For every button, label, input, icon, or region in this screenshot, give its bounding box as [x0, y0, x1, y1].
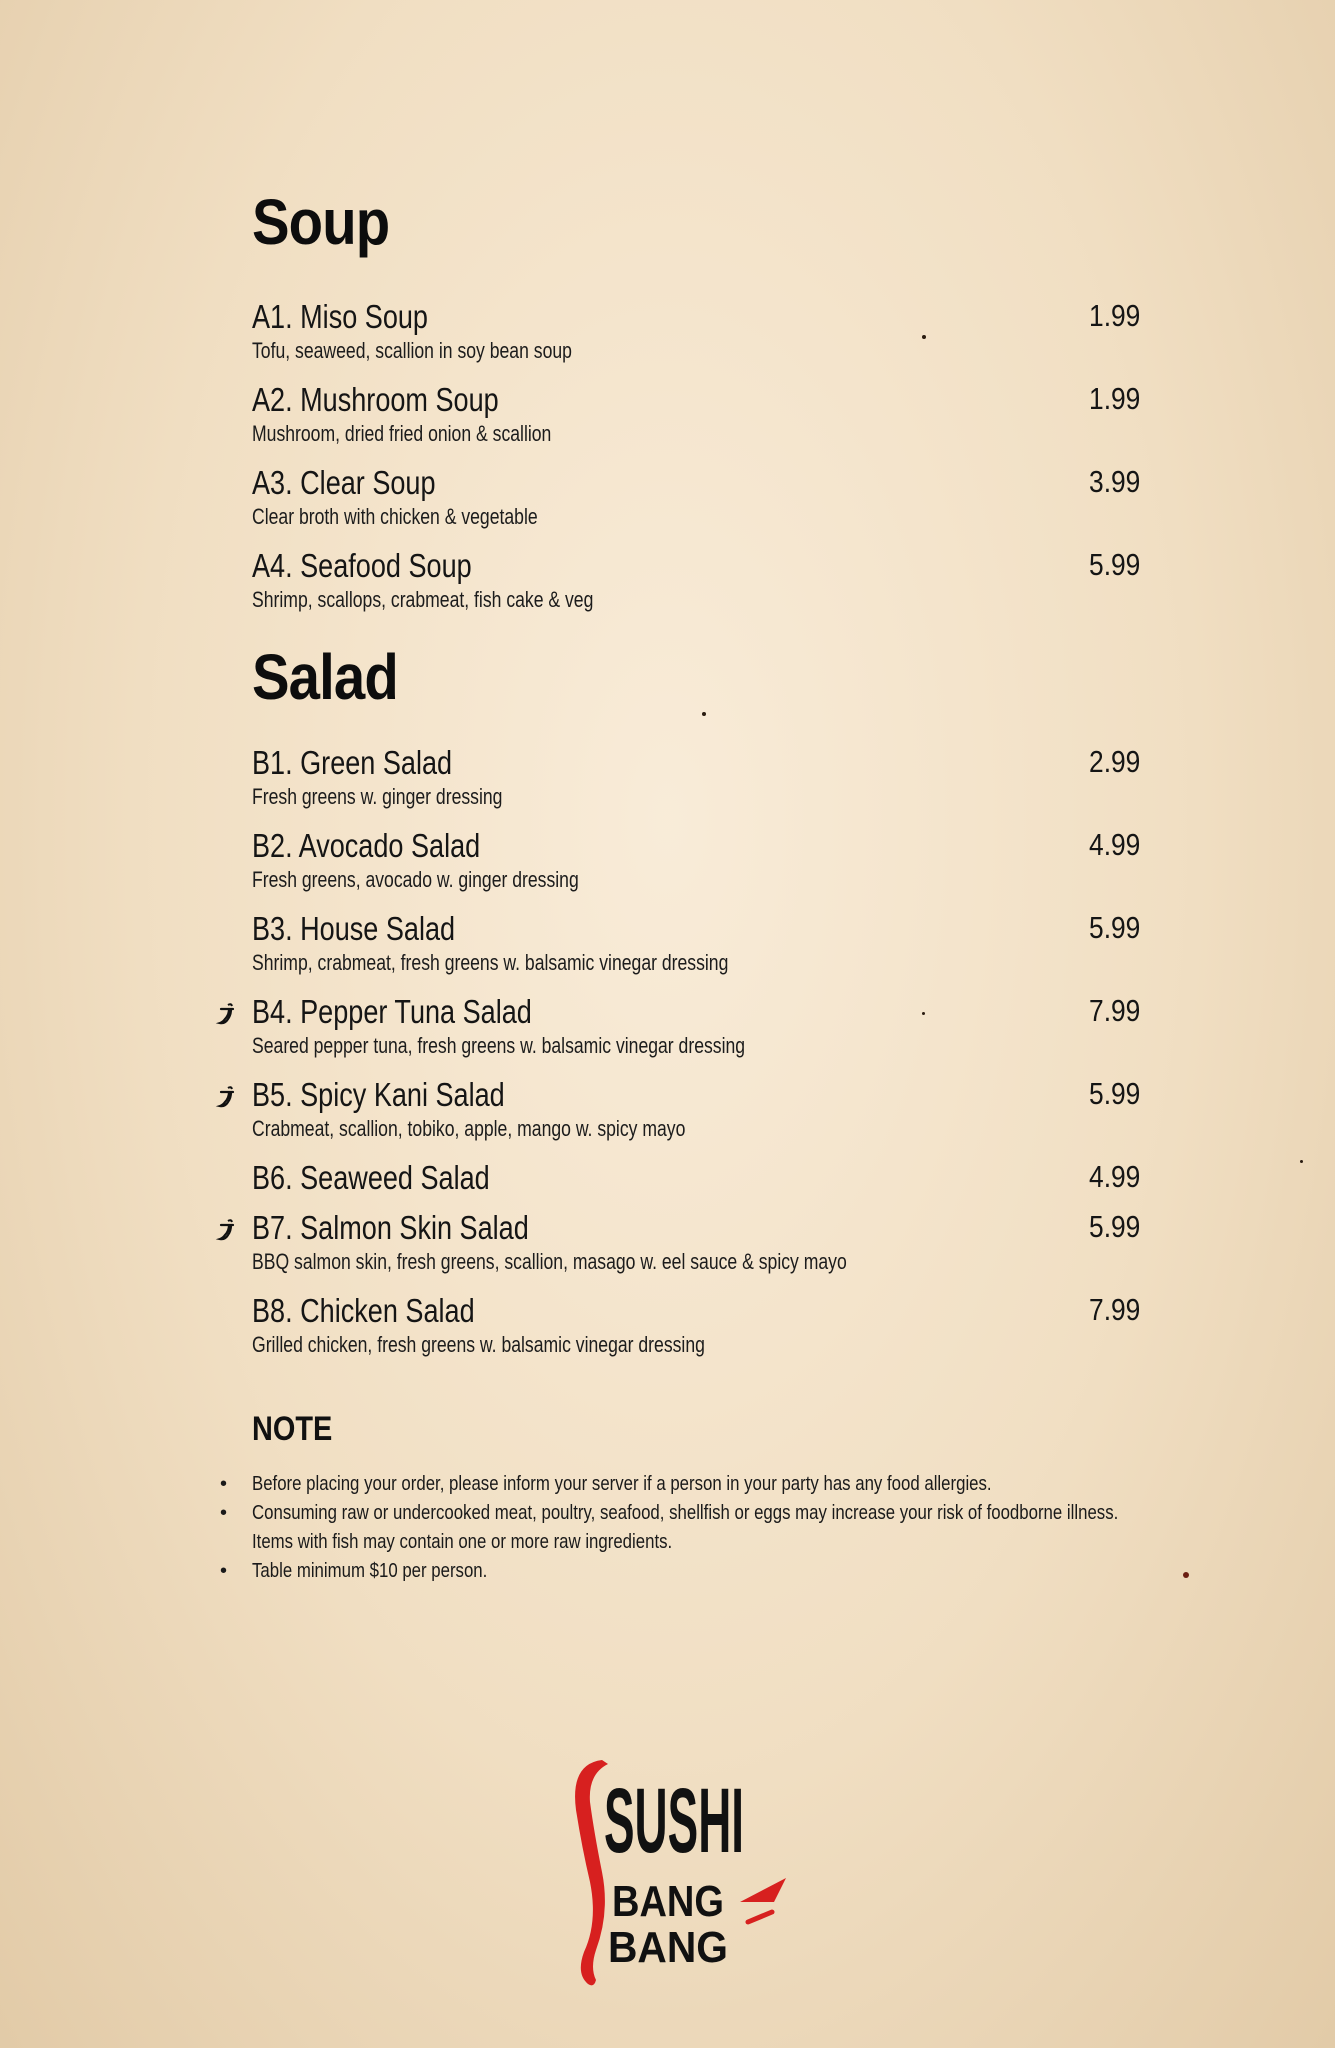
item-price: 1.99 — [1088, 298, 1140, 333]
item-price: 7.99 — [1088, 993, 1140, 1028]
paper-speck — [1183, 1572, 1189, 1578]
soup-section-title: Soup — [252, 186, 390, 258]
item-name: A3. Clear Soup — [252, 464, 436, 501]
note-item: • Consuming raw or undercooked meat, poultry, seafood, shellfish or eggs may increase your risk of foodborne illness. Items with fish may contain one or more raw ingredients. — [220, 1499, 1140, 1557]
item-description: Fresh greens w. ginger dressing — [252, 784, 503, 809]
item-price: 4.99 — [1088, 827, 1140, 862]
item-description: BBQ salmon skin, fresh greens, scallion, masago w. eel sauce & spicy mayo — [252, 1249, 847, 1274]
item-description: Shrimp, scallops, crabmeat, fish cake & veg — [252, 587, 594, 612]
chili-pepper-icon — [216, 1003, 236, 1025]
item-name: B5. Spicy Kani Salad — [252, 1076, 505, 1113]
item-price: 7.99 — [1088, 1292, 1140, 1327]
item-description: Crabmeat, scallion, tobiko, apple, mango w. spicy mayo — [252, 1116, 686, 1141]
item-name: B6. Seaweed Salad — [252, 1159, 490, 1196]
note-text: Consuming raw or undercooked meat, poultry, seafood, shellfish or eggs may increase your risk of foodborne illness. Items with fish may contain one or more raw ingredients. — [252, 1502, 1119, 1553]
item-name: B3. House Salad — [252, 910, 456, 947]
note-title: NOTE — [252, 1410, 333, 1448]
chili-pepper-icon — [216, 1086, 236, 1108]
item-price: 5.99 — [1088, 547, 1140, 582]
item-description: Tofu, seaweed, scallion in soy bean soup — [252, 338, 572, 363]
item-name: A2. Mushroom Soup — [252, 381, 499, 418]
note-item: • Before placing your order, please inform your server if a person in your party has any food allergies. — [220, 1470, 1140, 1499]
item-price: 1.99 — [1088, 381, 1140, 416]
item-price: 4.99 — [1088, 1159, 1140, 1194]
paper-speck — [922, 1012, 925, 1015]
item-price: 3.99 — [1088, 464, 1140, 499]
item-price: 5.99 — [1088, 1209, 1140, 1244]
item-description: Clear broth with chicken & vegetable — [252, 504, 538, 529]
logo-text-sushi: SUSHI — [604, 1770, 744, 1872]
item-price: 5.99 — [1088, 1076, 1140, 1111]
sushi-bang-bang-logo — [560, 1752, 790, 1992]
note-text: Table minimum $10 per person. — [252, 1560, 488, 1582]
item-description: Fresh greens, avocado w. ginger dressing — [252, 867, 579, 892]
item-name: B2. Avocado Salad — [252, 827, 481, 864]
paper-speck — [922, 335, 926, 339]
item-description: Shrimp, crabmeat, fresh greens w. balsamic vinegar dressing — [252, 950, 729, 975]
chili-pepper-icon — [216, 1219, 236, 1241]
item-description: Mushroom, dried fried onion & scallion — [252, 421, 552, 446]
item-price: 2.99 — [1088, 744, 1140, 779]
item-name: A1. Miso Soup — [252, 298, 428, 335]
item-price: 5.99 — [1088, 910, 1140, 945]
paper-speck — [702, 712, 706, 716]
item-description: Seared pepper tuna, fresh greens w. balsamic vinegar dressing — [252, 1033, 746, 1058]
item-name: B1. Green Salad — [252, 744, 453, 781]
item-description: Grilled chicken, fresh greens w. balsamic vinegar dressing — [252, 1332, 705, 1357]
item-name: B7. Salmon Skin Salad — [252, 1209, 529, 1246]
item-name: B8. Chicken Salad — [252, 1292, 475, 1329]
note-list — [220, 1470, 1140, 1586]
note-text: Before placing your order, please inform your server if a person in your party has any food allergies. — [252, 1473, 992, 1495]
item-name: A4. Seafood Soup — [252, 547, 472, 584]
paper-speck — [1300, 1160, 1303, 1163]
salad-section-title: Salad — [252, 641, 398, 713]
note-item: • Table minimum $10 per person. — [220, 1557, 1140, 1586]
logo-text-bang-2: BANG — [608, 1923, 728, 1972]
item-name: B4. Pepper Tuna Salad — [252, 993, 532, 1030]
logo-text-bang-1: BANG — [612, 1877, 724, 1926]
